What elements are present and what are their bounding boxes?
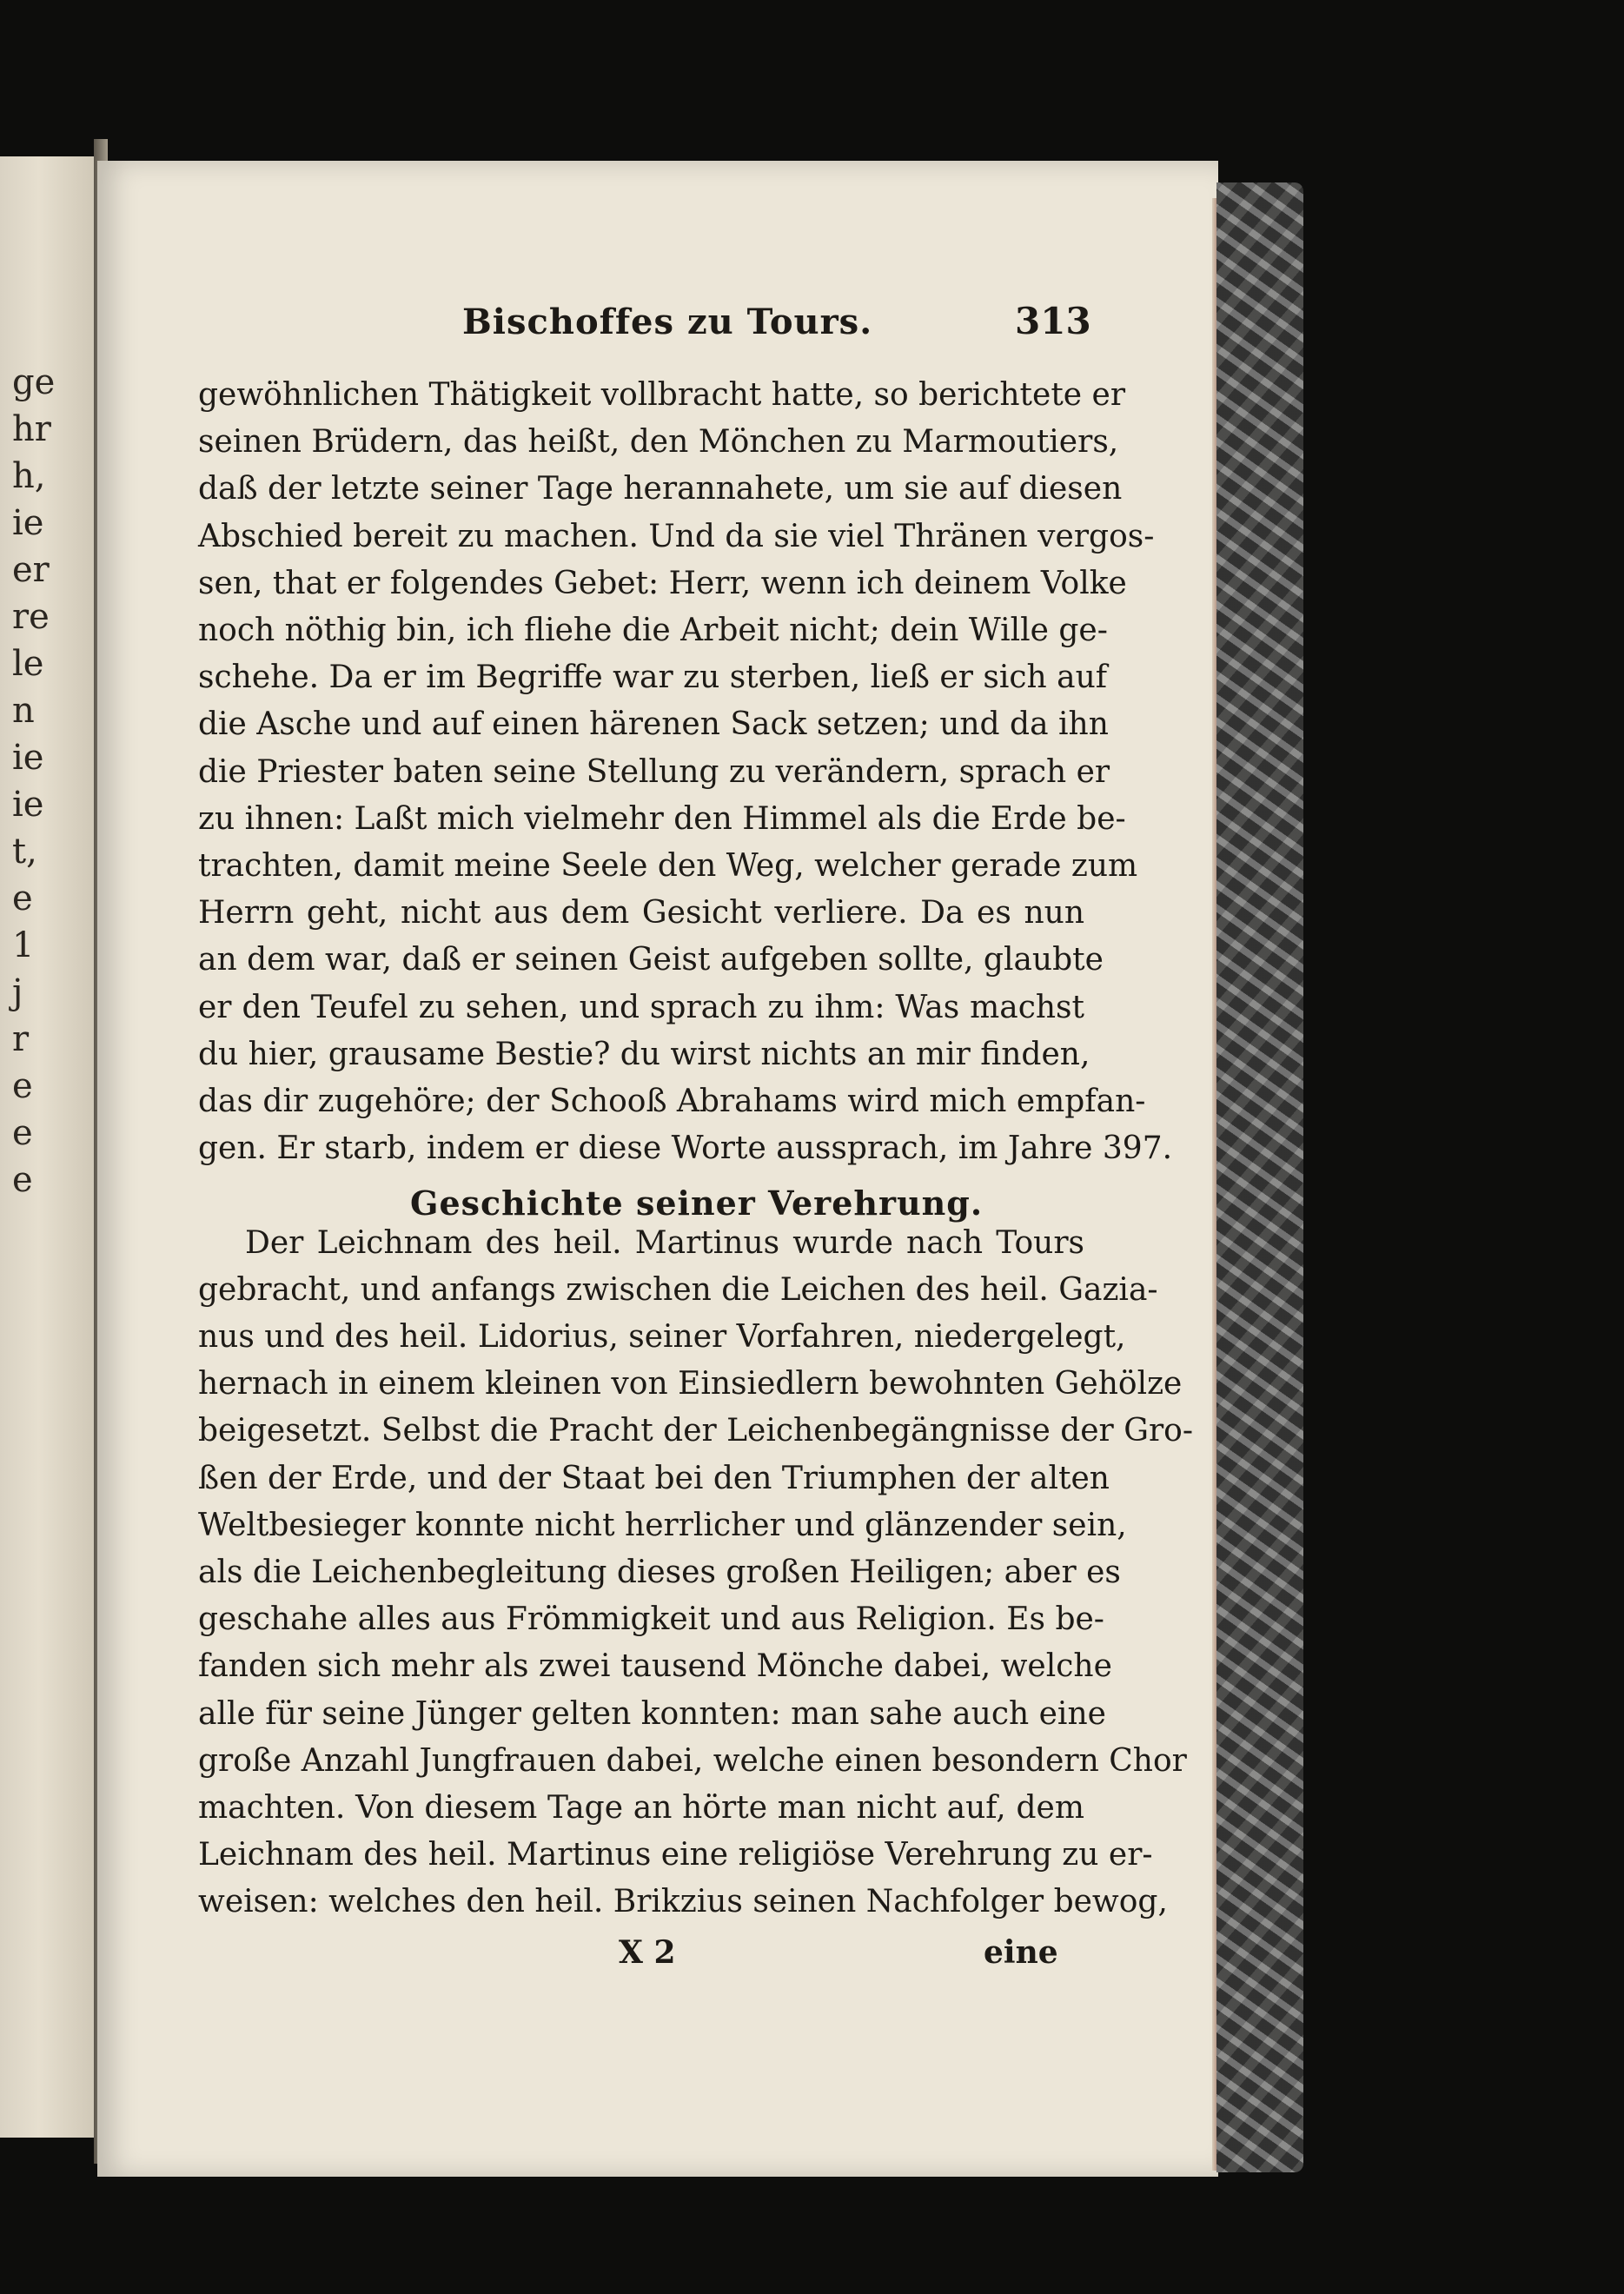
- left-page-fragment: j: [12, 972, 23, 1012]
- left-page-fragment: ge: [12, 362, 56, 402]
- left-page-fragment: le: [12, 644, 44, 684]
- left-page-fragment: ie: [12, 785, 44, 825]
- page-text: [97, 161, 1218, 2177]
- text-line: gen. Er starb, indem er diese Worte aussprach, im Jahre 397.: [198, 1130, 1173, 1167]
- text-line: Weltbesieger konnte nicht herrlicher und glänzender sein,: [198, 1507, 1127, 1543]
- left-page-fragment: e: [12, 1113, 33, 1153]
- text-line: als die Leichenbegleitung dieses großen Heiligen; aber es: [198, 1555, 1121, 1590]
- text-line: daß der letzte seiner Tage herannahete, um sie auf diesen: [198, 471, 1123, 507]
- text-line: Herrn geht, nicht aus dem Gesicht verliere. Da es nun: [198, 895, 1084, 932]
- left-page-fragment: r: [12, 1019, 30, 1059]
- text-line: gewöhnlichen Thätigkeit vollbracht hatte, so berichtete er: [198, 377, 1126, 413]
- text-line: Abschied bereit zu machen. Und da sie viel Thränen vergos-: [198, 518, 1155, 554]
- left-page-fragment: e: [12, 1066, 33, 1106]
- text-line: weisen: welches den heil. Brikzius seinen Nachfolger bewog,: [198, 1884, 1168, 1920]
- left-page-fragment: h,: [12, 456, 46, 496]
- text-line: er den Teufel zu sehen, und sprach zu ihm: Was machst: [198, 989, 1084, 1025]
- text-line: alle für seine Jünger gelten konnten: man sahe auch eine: [198, 1695, 1106, 1732]
- text-line: hernach in einem kleinen von Einsiedlern bewohnten Gehölze: [198, 1366, 1183, 1402]
- left-page-fragment: e: [12, 1160, 33, 1200]
- left-page-fragment: ie: [12, 503, 44, 543]
- left-page-fragment: er: [12, 550, 50, 590]
- text-line: noch nöthig bin, ich fliehe die Arbeit nicht; dein Wille ge-: [198, 613, 1108, 648]
- text-line: die Asche und auf einen härenen Sack setzen; und da ihn: [198, 706, 1109, 743]
- catchword: eine: [984, 1933, 1058, 1971]
- text-line: beigesetzt. Selbst die Pracht der Leichenbegängnisse der Gro-: [198, 1413, 1194, 1449]
- left-page-fragment: n: [12, 691, 35, 731]
- left-page-fragment: e: [12, 878, 33, 918]
- text-line: trachten, damit meine Seele den Weg, welcher gerade zum: [198, 848, 1138, 884]
- previous-page-edge: [0, 156, 103, 2138]
- left-page-fragment: 1: [12, 925, 35, 965]
- text-line: große Anzahl Jungfrauen dabei, welche einen besondern Chor: [198, 1742, 1187, 1779]
- text-line: sen, that er folgendes Gebet: Herr, wenn ich deinem Volke: [198, 565, 1127, 601]
- text-line: du hier, grausame Bestie? du wirst nichts an mir finden,: [198, 1036, 1090, 1072]
- text-line: schehe. Da er im Begriffe war zu sterben, ließ er sich auf: [198, 660, 1108, 696]
- printer-signature: X 2: [619, 1933, 676, 1971]
- text-line: an dem war, daß er seinen Geist aufgeben sollte, glaubte: [198, 942, 1104, 978]
- left-page-fragment: t,: [12, 832, 37, 872]
- text-line: Der Leichnam des heil. Martinus wurde nach Tours: [245, 1224, 1084, 1261]
- text-line: fanden sich mehr als zwei tausend Mönche dabei, welche: [198, 1648, 1112, 1685]
- text-line: gebracht, und anfangs zwischen die Leichen des heil. Gazia-: [198, 1271, 1158, 1308]
- text-line: machten. Von diesem Tage an hörte man nicht auf, dem: [198, 1790, 1084, 1826]
- marbled-cover: [1216, 182, 1303, 2172]
- left-page-fragment: ie: [12, 738, 44, 778]
- text-line: ßen der Erde, und der Staat bei den Triumphen der alten: [198, 1460, 1110, 1496]
- text-line: geschahe alles aus Frömmigkeit und aus Religion. Es be-: [198, 1601, 1104, 1638]
- left-page-fragment: hr: [12, 409, 51, 449]
- text-line: nus und des heil. Lidorius, seiner Vorfahren, niedergelegt,: [198, 1319, 1126, 1355]
- text-line: Leichnam des heil. Martinus eine religiöse Verehrung zu er-: [198, 1837, 1153, 1873]
- text-line: das dir zugehöre; der Schooß Abrahams wird mich empfan-: [198, 1084, 1146, 1119]
- text-line: zu ihnen: Laßt mich vielmehr den Himmel als die Erde be-: [198, 800, 1126, 837]
- left-page-fragment: re: [12, 597, 50, 637]
- running-title: Bischoffes zu Tours.: [462, 302, 873, 342]
- text-line: die Priester baten seine Stellung zu verändern, sprach er: [198, 753, 1110, 790]
- text-line: seinen Brüdern, das heißt, den Mönchen zu Marmoutiers,: [198, 424, 1119, 461]
- page-number: 313: [1015, 300, 1091, 342]
- section-title: Geschichte seiner Verehrung.: [410, 1183, 984, 1223]
